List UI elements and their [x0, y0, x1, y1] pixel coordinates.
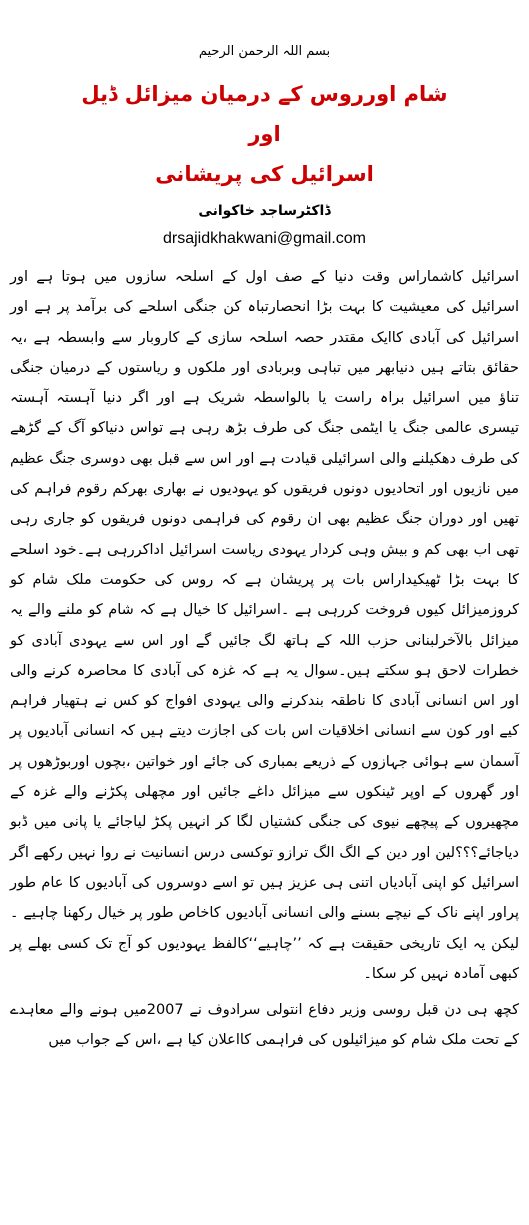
article-body: [10, 262, 519, 1056]
article-header: [10, 42, 519, 250]
paragraph-1: اسرائیل کاشماراس وقت دنیا کے صف اول کے اسلحہ سازوں میں ہوتا ہے اور اسرائیل کی معیشیت کا بہت بڑا انحصارتباہ کن جنگی اسلحے کی برآمد پر ہے اور اسرائیل کی آبادی کاایک مقتدر حصہ اسلحہ سازی کے کاروبار سے وابسطہ ہے ،یہ حقائق بتاتے ہیں دنیابھر میں تباہی وبربادی اور ملکوں و ریاستوں کے درمیان جنگی تناؤ میں اسرائیل براہ راست یا بالواسطہ شریک ہے اور اگر دنیا آہستہ آہستہ تیسری عالمی جنگ یا ایٹمی جنگ کی طرف بڑھ رہی ہے تواس دنیاکو آگ کے گڑھے کی طرف دھکیلنے والی اسرائیلی قیادت ہے اور اس سے قبل بھی دوسری جنگ عظیم میں نازیوں اور اتحادیوں دونوں فریقوں کو یہودیوں نے بھاری بھرکم رقوم فراہم کی تھیں اور دوران جنگ عظیم بھی ان رقوم کی فراہمی دونوں فریقوں کو جاری رہی تھی اب بھی کم و بیش وہی کردار یہودی ریاست اسرائیل اداکررہی ہے۔خود اسلحے کا بہت بڑا ٹھیکیداراس بات پر پریشان ہے کہ روس کی حکومت ملک شام کو کروزمیزائل کیوں فروخت کررہی ہے ۔اسرائیل کا خیال ہے کہ شام کو ملنے والے یہ میزائل بالآخرلبنانی حزب اللہ کے ہاتھ لگ جائیں گے اور اس سے یہودی آبادی کو خطرات لاحق ہو سکتے ہیں۔سوال یہ ہے کہ غزہ کی آبادی کا محاصرہ کرنے والی اور اس انسانی آبادی کا ناطقہ بندکرنے والی یہودی افواج کو کس نے ہتھیار فراہم کیے اور کون سے انسانی اخلاقیات اس بات کی اجازت دیتے ہیں کہ انسانی آبادیوں پر آسمان سے ہوائی جہازوں کے ذریعے بمباری کی جائے اور خواتین ،بچوں اوربوڑھوں پر اور گھروں کے اوپر ٹینکوں سے میزائل داغے جائیں اور مچھلی پکڑنے والے غزہ کے مچھیروں کے پیچھے نیوی کی جنگی کشتیاں لگا کر انہیں پکڑ لیاجائے یا پانی میں ڈبو دیاجائے؟؟؟لین اور دین کے الگ الگ ترازو توکسی درس انسانیت نے روا نہیں رکھے اگر اسرائیل کو اپنی آبادیاں اتنی ہی عزیز ہیں تو اسے دوسروں کی آبادیوں کا عام طور پراور اپنے ناک کے نیچے بسنے والی انسانی آبادیوں کاخاص طور پر خیال رکھنا چاہیے ۔لیکن یہ ایک تاریخی حقیقت ہے کہ ’’چاہیے‘‘کالفظ یہودیوں کو آج تک کسی بھلے پر کبھی آمادہ نہیں کر سکا۔: [10, 269, 519, 982]
title-line-2: اور: [248, 122, 281, 146]
paragraph-2: کچھ ہی دن قبل روسی وزیر دفاع انتولی سرادوف نے 2007میں ہونے والے معاہدے کے تحت ملک شام کو میزائیلوں کی فراہمی کااعلان کیا ہے ،اس کے جواب میں: [10, 1002, 519, 1049]
author-email: drsajidkhakwani@gmail.com: [163, 230, 366, 247]
article-page: [0, 42, 529, 1225]
bismillah: بسم اللہ الرحمن الرحیم: [198, 44, 331, 59]
author-name: ڈاکٹرساجد خاکوانی: [198, 203, 331, 219]
title-line-3: اسرائیل کی پریشانی: [155, 162, 374, 186]
title-line-1: شام اورروس کے درمیان میزائل ڈیل: [81, 82, 448, 106]
